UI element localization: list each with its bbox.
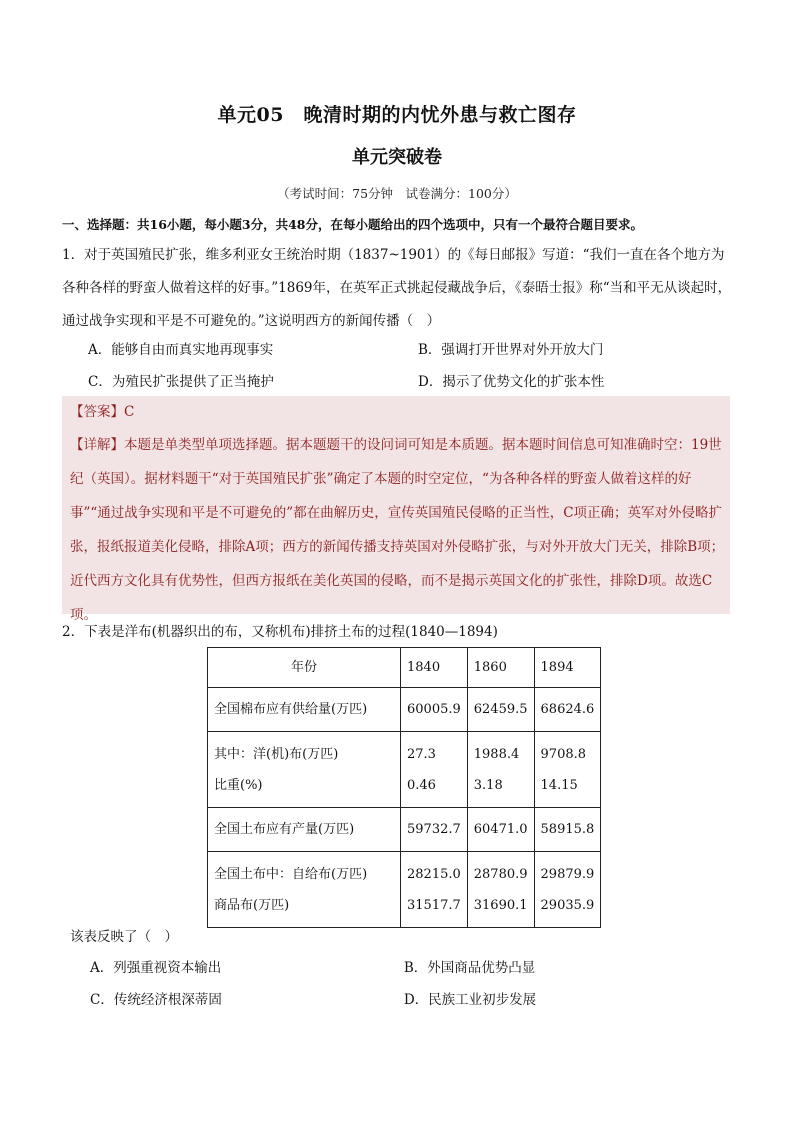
- table-header-cell: 1894: [534, 648, 601, 688]
- data-table: [207, 647, 601, 928]
- table-cell-line: 全国土布中：自给布(万匹): [214, 866, 368, 882]
- table-cell: 68624.6: [534, 688, 601, 732]
- table-cell-line: 比重(%): [214, 777, 263, 793]
- question-2-prompt: 该表反映了（ ）: [70, 929, 178, 945]
- table-header-cell: 1860: [467, 648, 534, 688]
- table-row: [208, 852, 601, 928]
- option-b[interactable]: B．强调打开世界对外开放大门: [418, 342, 604, 358]
- table-row: [208, 688, 601, 732]
- option-a[interactable]: A．能够自由而真实地再现事实: [88, 342, 274, 358]
- table-cell: [467, 852, 534, 928]
- option-d[interactable]: D．揭示了优势文化的扩张本性: [418, 374, 605, 390]
- options-row: [88, 332, 748, 364]
- table-cell-line: 28215.0: [407, 866, 461, 882]
- table-cell-line: 9708.8: [540, 746, 587, 762]
- table-cell-line: 29035.9: [540, 897, 595, 913]
- table-row: [208, 732, 601, 808]
- section-heading: 一、选择题：共16小题，每小题3分，共48分，在每小题给出的四个选项中，只有一个最符合题目要求。: [62, 217, 643, 232]
- table-row: [208, 808, 601, 852]
- table-cell-line: 29879.9: [540, 866, 595, 882]
- table-cell: 60005.9: [401, 688, 468, 732]
- page-subtitle: 单元突破卷: [352, 147, 442, 168]
- answer-explanation: 【详解】本题是单类型单项选择题。据本题题干的设问词可知是本质题。据本题时间信息可知准确时空：19世纪（英国）。据材料题干“对于英国殖民扩张”确定了本题的时空定位，“为各种各样的野蛮人做着这样的好事”“通过战争实现和平是不可避免的”都在曲解历史，宣传英国殖民侵略的正当性，C项正确；英军对外侵略扩张，报纸报道美化侵略，排除A项；西方的新闻传播支持英国对外侵略扩张，与对外开放大门无关，排除B项；近代西方文化具有优势性，但西方报纸在美化英国的侵略，而不是揭示英国文化的扩张性，排除D项。故选C项。: [70, 437, 725, 623]
- option-d[interactable]: D．民族工业初步发展: [403, 992, 537, 1008]
- table-cell: 全国土布应有产量(万匹): [208, 808, 401, 852]
- options-row: [88, 364, 748, 396]
- options-row: [90, 950, 730, 982]
- option-c[interactable]: C．传统经济根深蒂固: [90, 992, 222, 1008]
- question-2-options: [90, 950, 730, 1014]
- table-header-row: [208, 648, 601, 688]
- table-cell: [208, 732, 401, 808]
- table-cell-line: 31517.7: [407, 897, 461, 913]
- table-cell: 62459.5: [467, 688, 534, 732]
- table-cell: 59732.7: [401, 808, 468, 852]
- table-cell-line: 0.46: [407, 777, 436, 793]
- table-cell-line: 28780.9: [473, 866, 528, 882]
- table-cell: [467, 732, 534, 808]
- table-cell: [208, 852, 401, 928]
- table-cell-line: 27.3: [407, 746, 436, 762]
- table-cell: 全国棉布应有供给量(万匹): [208, 688, 401, 732]
- question-1-options: [88, 332, 748, 396]
- table-cell: [401, 852, 468, 928]
- table-cell: [534, 732, 601, 808]
- table-cell-line: 1988.4: [473, 746, 520, 762]
- table-cell: [534, 852, 601, 928]
- question-1-stem: 1．对于英国殖民扩张，维多利亚女王统治时期（1837~1901）的《每日邮报》写道：“我们一直在各个地方为各种各样的野蛮人做着这样的好事。”1869年，在英军正式挑起侵藏战争后，《泰晤士报》称“当和平无从谈起时，通过战争实现和平是不可避免的。”这说明西方的新闻传播（ ）: [62, 247, 732, 329]
- exam-info: （考试时间：75分钟 试卷满分：100分）: [277, 186, 517, 201]
- table-cell-line: 商品布(万匹): [214, 897, 290, 913]
- table-cell: 58915.8: [534, 808, 601, 852]
- answer-text: 【答案】C: [70, 404, 135, 420]
- table-header-cell: 1840: [401, 648, 468, 688]
- page-title: 单元05 晚清时期的内忧外患与救亡图存: [217, 104, 577, 126]
- option-c[interactable]: C．为殖民扩张提供了正当掩护: [88, 374, 274, 390]
- table-cell: [401, 732, 468, 808]
- table-cell-line: 其中：洋(机)布(万匹): [214, 746, 339, 762]
- table-header-cell: 年份: [208, 648, 401, 688]
- option-a[interactable]: A．列强重视资本输出: [90, 960, 222, 976]
- question-2-stem: 2．下表是洋布(机器织出的布，又称机布)排挤土布的过程(1840—1894): [62, 624, 498, 640]
- table-cell: 60471.0: [467, 808, 534, 852]
- option-b[interactable]: B．外国商品优势凸显: [403, 960, 536, 976]
- table-cell-line: 31690.1: [473, 897, 528, 913]
- table-cell-line: 3.18: [473, 777, 503, 793]
- options-row: [90, 982, 730, 1014]
- table-cell-line: 14.15: [540, 777, 578, 793]
